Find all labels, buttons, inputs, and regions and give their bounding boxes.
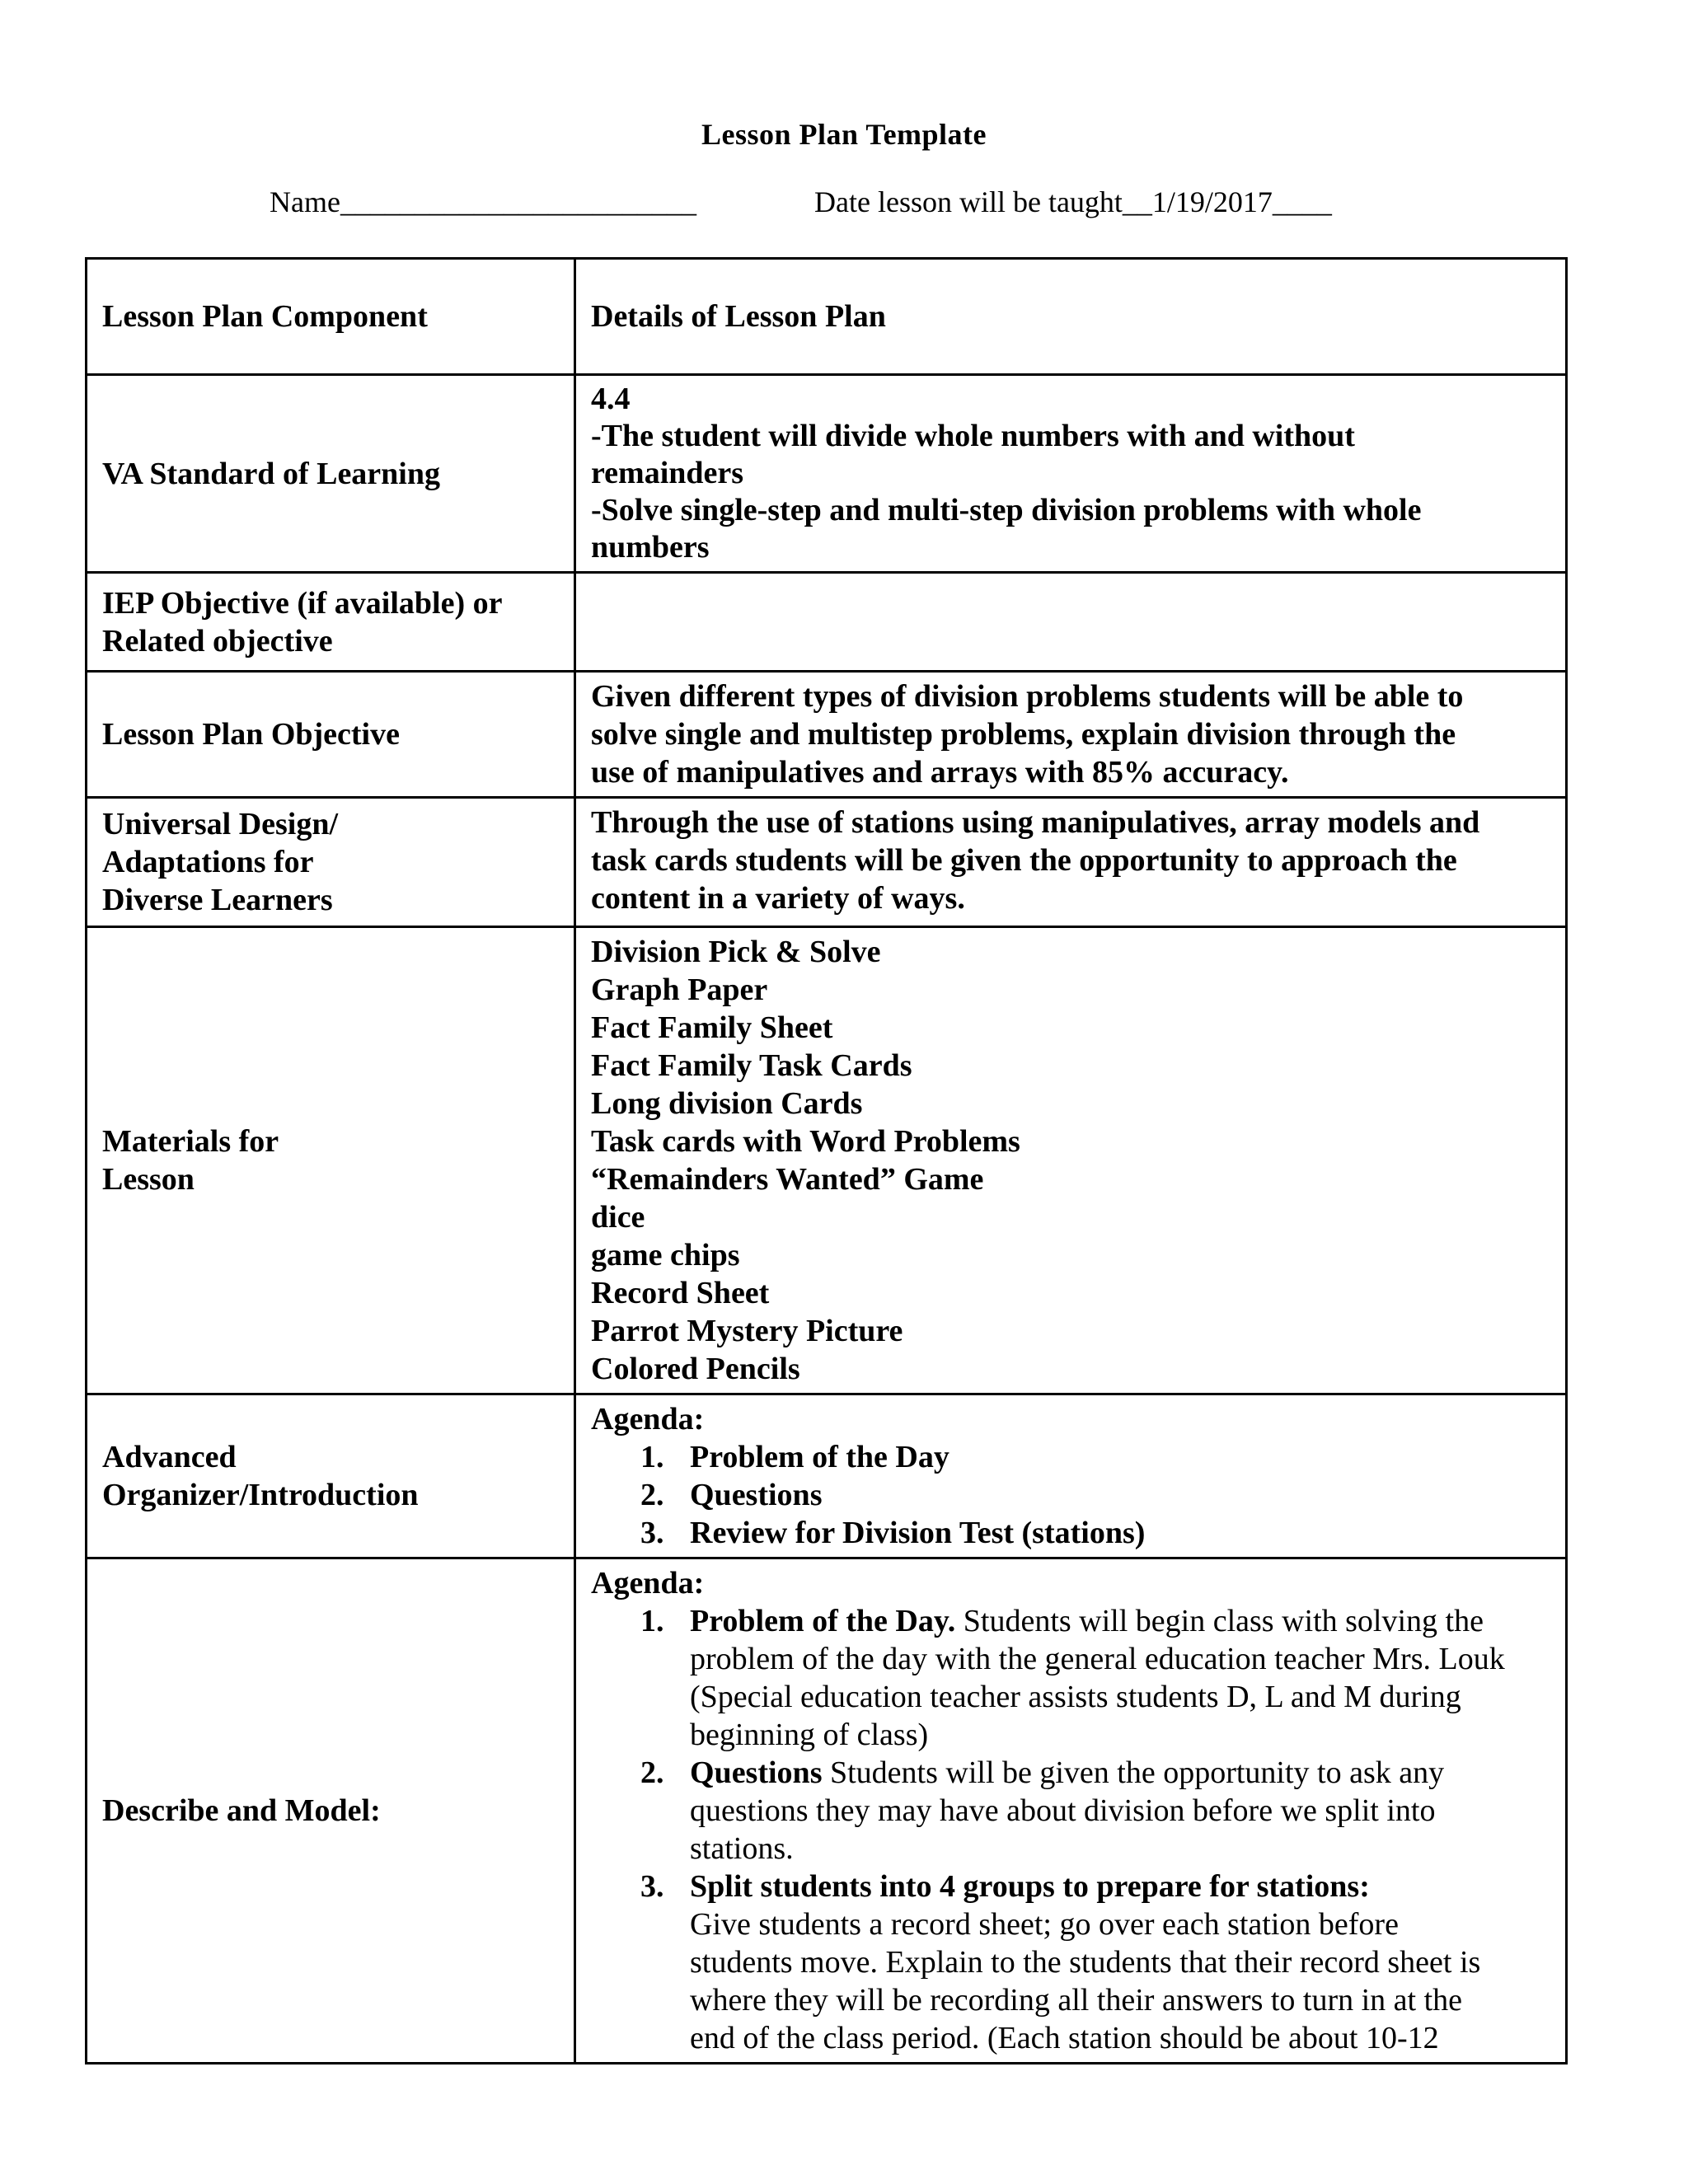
list-item-bold-text: Questions xyxy=(690,1755,823,1790)
list-item-line: end of the class period. (Each station should be about 10-12 xyxy=(690,2021,1439,2055)
list-item xyxy=(640,1868,1550,2057)
agenda-list xyxy=(591,1438,1550,1552)
materials-label-line: Materials for xyxy=(102,1124,279,1159)
list-item-line: questions they may have about division before we split into xyxy=(690,1793,1436,1828)
va-standard-line: -Solve single-step and multi-step division problems with whole xyxy=(591,493,1422,527)
list-number: 2. xyxy=(640,1755,664,1790)
universal-design-details xyxy=(575,798,1567,927)
lesson-objective-line: use of manipulatives and arrays with 85% accuracy. xyxy=(591,755,1289,790)
universal-design-label-line: Universal Design/ xyxy=(102,807,339,841)
list-item: Parrot Mystery Picture xyxy=(591,1314,903,1348)
advanced-organizer-row xyxy=(87,1394,1567,1558)
va-standard-line: -The student will divide whole numbers with and without xyxy=(591,419,1355,453)
lesson-plan-table xyxy=(85,257,1568,2064)
advanced-organizer-label-line: Advanced xyxy=(102,1440,237,1474)
list-item-text: Problem of the Day xyxy=(690,1440,950,1474)
universal-design-line: task cards students will be given the opportunity to approach the xyxy=(591,843,1457,878)
list-item xyxy=(640,1476,1550,1514)
advanced-organizer-details xyxy=(575,1394,1567,1558)
list-item-line: (Special education teacher assists students D, L and M during xyxy=(690,1680,1461,1714)
iep-objective-label-line: Related objective xyxy=(102,623,333,658)
list-item: Task cards with Word Problems xyxy=(591,1124,1020,1159)
list-item-text: Students will begin class with solving the xyxy=(955,1604,1484,1638)
date-field-line: Date lesson will be taught__1/19/2017____ xyxy=(814,185,1332,218)
va-standard-line: numbers xyxy=(591,530,710,565)
lesson-objective-line: Given different types of division problems students will be able to xyxy=(591,679,1464,714)
list-item-text: Questions xyxy=(690,1478,823,1512)
page-title: Lesson Plan Template xyxy=(701,118,987,151)
va-standard-label: VA Standard of Learning xyxy=(87,375,575,573)
universal-design-line: Through the use of stations using manipulatives, array models and xyxy=(591,805,1480,840)
describe-model-details xyxy=(575,1558,1567,2064)
describe-model-label: Describe and Model: xyxy=(87,1558,575,2064)
advanced-organizer-label xyxy=(87,1394,575,1558)
universal-design-label-line: Adaptations for xyxy=(102,845,314,879)
table-header-row xyxy=(87,259,1567,375)
list-number: 1. xyxy=(640,1604,664,1638)
list-item xyxy=(640,1514,1550,1552)
list-item: Fact Family Task Cards xyxy=(591,1048,912,1083)
universal-design-label-line: Diverse Learners xyxy=(102,883,333,917)
list-number: 3. xyxy=(640,1869,664,1904)
va-standard-details xyxy=(575,375,1567,573)
va-standard-line: remainders xyxy=(591,456,744,490)
list-item-line: stations. xyxy=(690,1831,794,1866)
list-number: 3. xyxy=(640,1516,664,1550)
list-item-line: problem of the day with the general education teacher Mrs. Louk xyxy=(690,1642,1505,1676)
list-item: game chips xyxy=(591,1238,740,1272)
list-item-line: students move. Explain to the students that their record sheet is xyxy=(690,1945,1481,1980)
va-standard-line: 4.4 xyxy=(591,382,631,416)
iep-objective-label-line: IEP Objective (if available) or xyxy=(102,585,503,621)
iep-objective-label xyxy=(87,573,575,672)
list-item xyxy=(640,1602,1550,1754)
list-item: Colored Pencils xyxy=(591,1352,800,1386)
universal-design-line: content in a variety of ways. xyxy=(591,881,965,916)
list-item xyxy=(640,1754,1550,1868)
iep-objective-details xyxy=(575,573,1567,672)
list-item: “Remainders Wanted” Game xyxy=(591,1162,984,1197)
details-column-header: Details of Lesson Plan xyxy=(575,259,1567,375)
list-number: 1. xyxy=(640,1440,664,1474)
materials-label-line: Lesson xyxy=(102,1162,195,1197)
list-item xyxy=(640,1438,1550,1476)
iep-objective-row xyxy=(87,573,1567,672)
list-item: Record Sheet xyxy=(591,1276,770,1310)
va-standard-row xyxy=(87,375,1567,573)
component-column-header: Lesson Plan Component xyxy=(87,259,575,375)
lesson-objective-details xyxy=(575,672,1567,798)
list-item: Graph Paper xyxy=(591,972,768,1007)
list-item-line: Give students a record sheet; go over each station before xyxy=(690,1907,1399,1942)
list-item: dice xyxy=(591,1200,645,1235)
agenda-list xyxy=(591,1602,1550,2057)
agenda-heading: Agenda: xyxy=(591,1402,705,1436)
describe-model-row xyxy=(87,1558,1567,2064)
list-item-text: Review for Division Test (stations) xyxy=(690,1516,1146,1550)
list-item: Fact Family Sheet xyxy=(591,1010,833,1045)
list-item-bold-text: Problem of the Day. xyxy=(690,1604,956,1638)
lesson-objective-row xyxy=(87,672,1567,798)
list-item: Long division Cards xyxy=(591,1086,863,1121)
agenda-heading: Agenda: xyxy=(591,1566,705,1601)
materials-row xyxy=(87,927,1567,1394)
list-number: 2. xyxy=(640,1478,664,1512)
list-item-bold-text: Split students into 4 groups to prepare for stations: xyxy=(690,1869,1370,1904)
list-item-line: beginning of class) xyxy=(690,1718,929,1752)
universal-design-row xyxy=(87,798,1567,927)
name-field-line: Name________________________ xyxy=(270,185,696,218)
list-item-line: where they will be recording all their answers to turn in at the xyxy=(690,1983,1463,2018)
advanced-organizer-label-line: Organizer/Introduction xyxy=(102,1478,419,1512)
materials-list xyxy=(575,927,1567,1394)
lesson-objective-label: Lesson Plan Objective xyxy=(87,672,575,798)
list-item-text: Students will be given the opportunity to ask any xyxy=(822,1755,1445,1790)
lesson-objective-line: solve single and multistep problems, explain division through the xyxy=(591,717,1456,752)
list-item: Division Pick & Solve xyxy=(591,935,881,969)
universal-design-label xyxy=(87,798,575,927)
materials-label xyxy=(87,927,575,1394)
